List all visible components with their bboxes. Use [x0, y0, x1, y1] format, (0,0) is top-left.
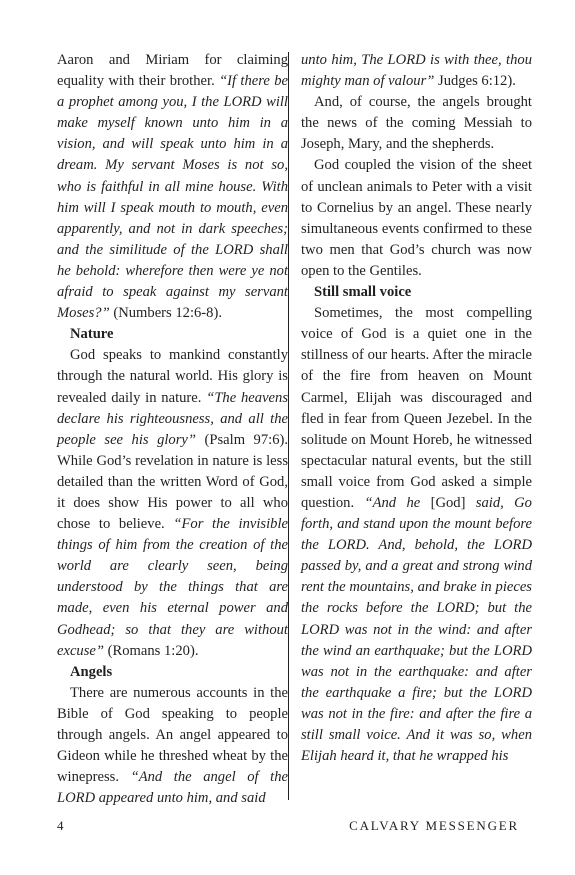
text: (Psalm 97:6). While God’s revelation in nature is less detailed than the written Word of God, it does show His power to all who chose to believe. [57, 431, 288, 533]
text: God speaks to mankind constantly through the natural world. His glory is revealed daily in nature. [57, 347, 288, 406]
paragraph-angels [57, 683, 288, 810]
paragraph-nature [57, 345, 288, 661]
page-number: 4 [57, 818, 64, 833]
scripture-reference: (Romans 1:20). [104, 642, 199, 659]
right-column [301, 50, 532, 767]
left-column [57, 50, 288, 809]
paragraph-moses [57, 50, 288, 324]
text: Sometimes, the most compelling voice of God is a quiet one in the stillness of our hearts. After the miracle of the fire from heaven on Mount Carmel, Elijah was discouraged and fled in fear from Queen Jezebel. In the solitude on Mount Horeb, he witnessed spectacular natural events, but the still small voice from God asked a simple question. [301, 305, 532, 511]
text: There are numerous accounts in the Bible of God speaking to people through angels. An angel appeared to Gideon while he threshed wheat by the winepress. [57, 684, 288, 786]
paragraph-messiah: And, of course, the angels brought the news of the coming Messiah to Joseph, Mary, and the shepherds. [301, 94, 532, 153]
scripture-quote: “For the invisible things of him from the creation of the world are clearly seen, being understood by the things that are made, even his eternal power and Godhead; so that they are without excuse” [57, 516, 288, 659]
section-heading-nature: Nature [70, 326, 114, 343]
running-title: CALVARY MESSENGER [349, 818, 519, 833]
scripture-quote: “And he [364, 494, 421, 511]
bracket-insert: [God] [420, 494, 476, 511]
scripture-quote: unto him, The LORD is with thee, thou mighty man of valour” [301, 52, 532, 90]
column-divider [288, 52, 289, 800]
scripture-quote: “And the angel of the LORD appeared unto him, and said [57, 769, 288, 807]
text: Aaron and Miriam for claiming equality with their brother. [57, 52, 288, 90]
paragraph-gideon-continued [301, 50, 532, 92]
scripture-quote: said, Go forth, and stand upon the mount before the LORD. And, behold, the LORD passed by, and a great and strong wind rent the mountains, and brake in pieces the rocks before the LORD; but the LORD was not in the wind: and after the wind an earthquake; but the LORD was not in the earthquake: and after the earthquake a fire; but the LORD was not in the fire: and after the fire a still small voice. And it was so, when Elijah heard it, that he wrapped his [301, 494, 532, 765]
section-heading-still-small-voice: Still small voice [314, 284, 412, 301]
scripture-reference: (Numbers 12:6-8). [109, 305, 222, 322]
paragraph-elijah [301, 303, 532, 767]
page-footer [57, 818, 519, 838]
scripture-quote: “The heavens declare his righteousness, and all the people see his glory” [57, 389, 288, 448]
scripture-quote: “If there be a prophet among you, I the LORD will make myself known unto him in a vision, and will speak unto him in a dream. My servant Moses is not so, who is faithful in all mine house. With him will I speak mouth to mouth, even apparently, and not in dark speeches; and the similitude of the LORD shall he behold: wherefore then were ye not afraid to speak against my servant Moses?” [57, 73, 288, 322]
paragraph-cornelius: God coupled the vision of the sheet of unclean animals to Peter with a visit to Cornelius by an angel. These nearly simultaneous events confirmed to these two men that God’s church was now open to the Gentiles. [301, 157, 532, 279]
scripture-reference: Judges 6:12). [434, 73, 516, 90]
section-heading-angels: Angels [70, 663, 113, 680]
